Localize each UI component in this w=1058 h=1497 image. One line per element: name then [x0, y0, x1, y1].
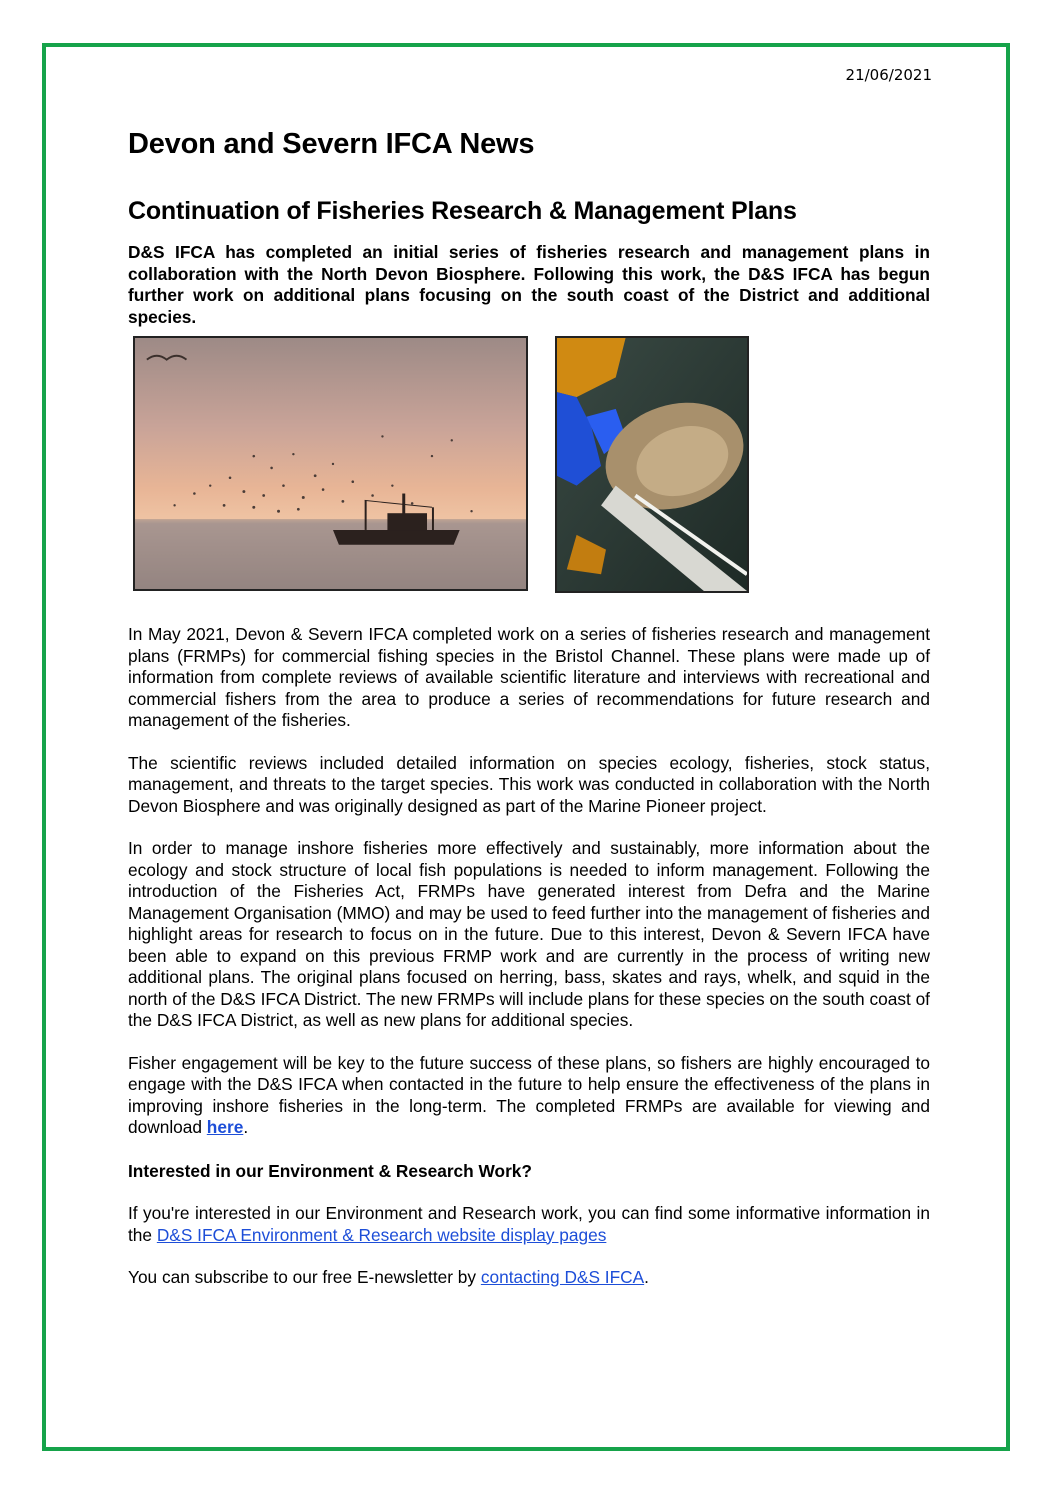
- subscribe-text: You can subscribe to our free E-newsletter by: [128, 1267, 481, 1287]
- body-paragraph-3: In order to manage inshore fisheries more effectively and sustainably, more information about the ecology and stock structure of local fish populations is needed to inform management. Following the introduction of the Fisheries Act, FRMPs have generated interest from Defra and the Marine Management Organisation (MMO) and may be used to feed further into the management of fisheries and highlight areas for research to focus on in the future. Due to this interest, Devon & Severn IFCA have been able to expand on this previous FRMP work and are currently in the process of writing new additional plans. The original plans focused on herring, bass, skates and rays, whelk, and squid in the north of the D&S IFCA District. The new FRMPs will include plans for these species on the south coast of the D&S IFCA District, as well as new plans for additional species.: [128, 838, 930, 1030]
- lead-paragraph: D&S IFCA has completed an initial series of fisheries research and management plans in collaboration with the North Devon Biosphere. Following this work, the D&S IFCA has begun further work on additional plans focusing on the south coast of the District and additional species.: [128, 242, 930, 327]
- page-title: Devon and Severn IFCA News: [128, 128, 535, 160]
- research-pages-link[interactable]: D&S IFCA Environment & Research website display pages: [156, 1224, 607, 1245]
- article: [128, 128, 930, 1289]
- research-heading: Interested in our Environment & Research Work?: [128, 1160, 532, 1181]
- engagement-text: Fisher engagement will be key to the future success of these plans, so fishers are highly encouraged to engage with the D&S IFCA when contacted in the future to help ensure the effectiveness of the plans in improving inshore fisheries in the long-term. The completed FRMPs are available for viewing and download: [128, 1052, 930, 1137]
- research-paragraph: [128, 1203, 930, 1246]
- subscribe-paragraph: [128, 1267, 930, 1289]
- engagement-paragraph: [128, 1053, 930, 1139]
- photo-row: [128, 336, 930, 598]
- article-title: Continuation of Fisheries Research & Management Plans: [128, 197, 797, 225]
- fishing-boat-sunset-photo: [133, 336, 528, 591]
- subscribe-end: .: [644, 1267, 649, 1287]
- body-paragraph-2: The scientific reviews included detailed information on species ecology, fisheries, stock status, management, and threats to the target species. This work was conducted in collaboration with the North Devon Biosphere and was originally designed as part of the Marine Pioneer project.: [128, 752, 930, 816]
- body-paragraph-1: In May 2021, Devon & Severn IFCA completed work on a series of fisheries research and management plans (FRMPs) for commercial fishing species in the Bristol Channel. These plans were made up of information from complete reviews of available scientific literature and interviews with recreational and commercial fishers from the area to produce a series of recommendations for future research and management of the fisheries.: [128, 624, 930, 730]
- contact-link[interactable]: contacting D&S IFCA: [480, 1267, 645, 1287]
- publication-date: 21/06/2021: [845, 66, 932, 84]
- research-text: If you're interested in our Environment and Research work, you can find some informative information in the: [128, 1203, 930, 1245]
- engagement-end: .: [243, 1117, 249, 1137]
- hand-holding-skate-photo: [555, 336, 749, 593]
- frmp-download-link[interactable]: here: [206, 1117, 244, 1137]
